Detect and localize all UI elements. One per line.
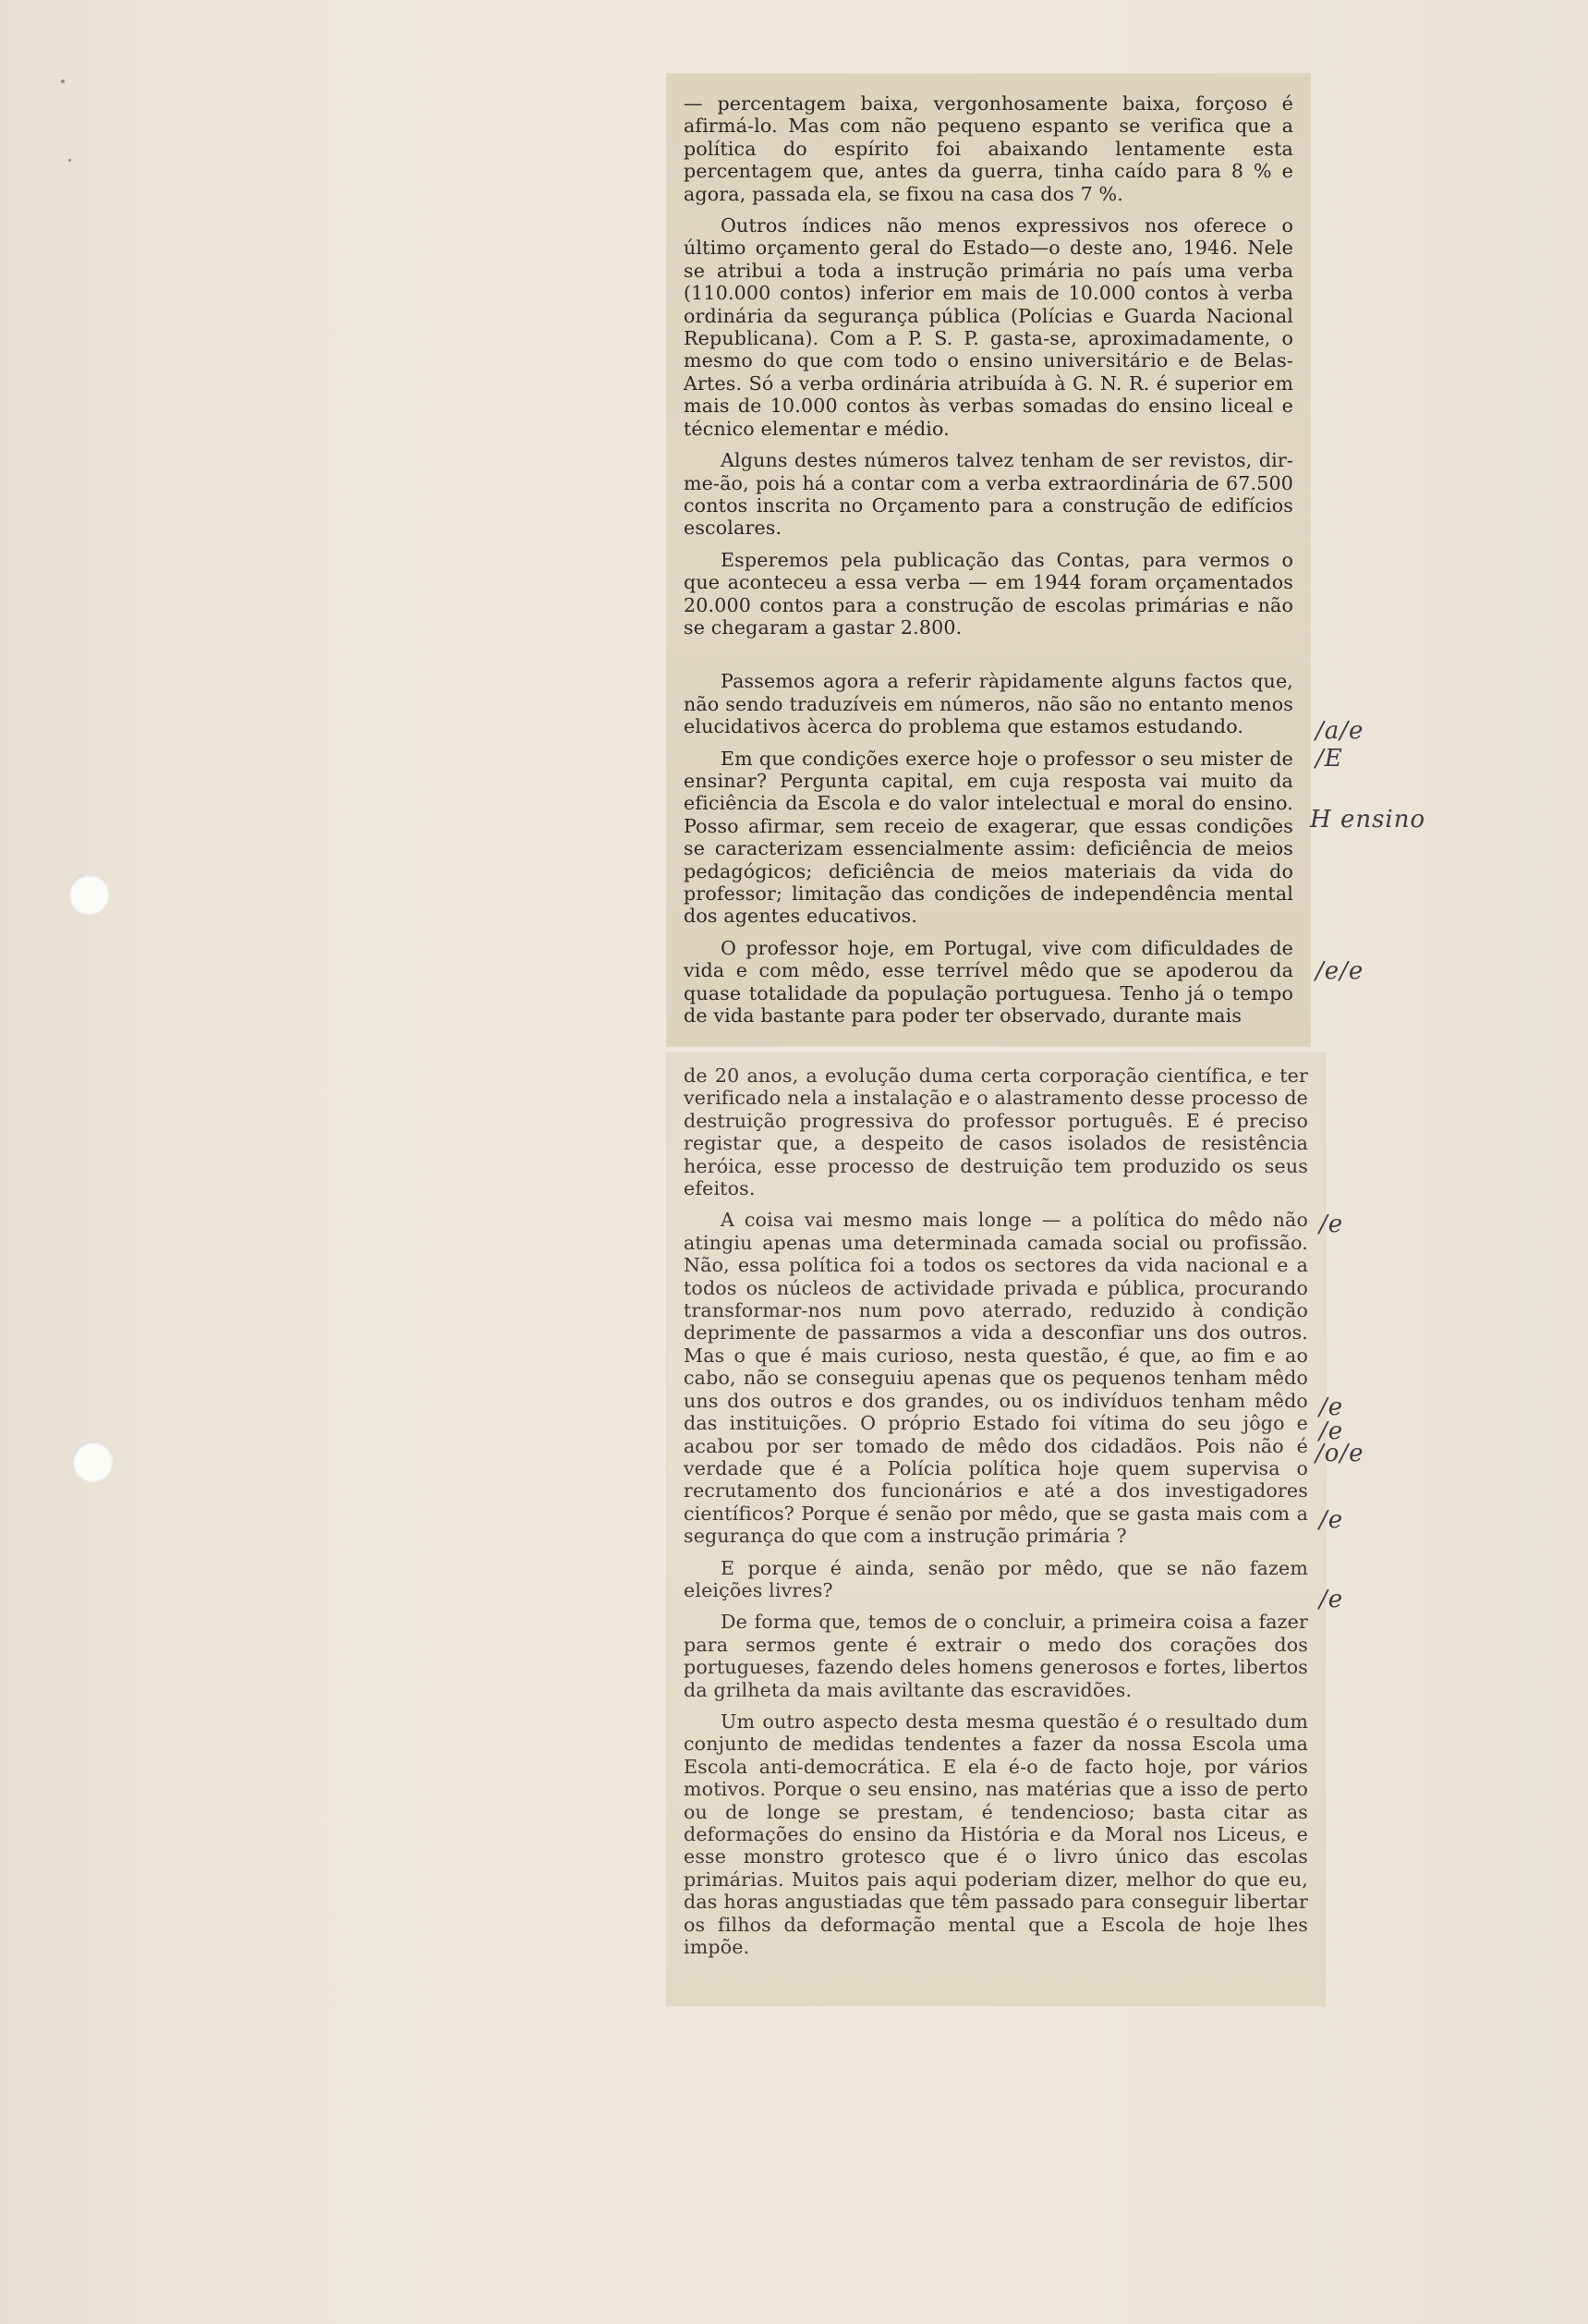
paragraph: — percentagem baixa, vergonhosamente baixa, forçoso é afirmá-lo. Mas com não pequeno espanto se verifica que a política do espírito foi abaixando lentamente esta percentagem que, antes da guerra, tinha caído para 8 % e agora, passada ela, se fixou na casa dos 7 %. [684,92,1293,205]
paragraph: A coisa vai mesmo mais longe — a política do mêdo não atingiu apenas uma determinada camada social ou profissão. Não, essa política foi a todos os sectores da vida nacional e a todos os núcleos de actividade privada e pública, procurando transformar-nos num povo aterrado, reduzido à condição deprimente de passarmos a vida a desconfiar uns dos outros. Mas o que é mais curioso, nesta questão, é que, ao fim e ao cabo, não se conseguiu apenas que os pequenos tenham mêdo uns dos outros e dos grandes, ou os indivíduos tenham mêdo das instituições. O próprio Estado foi vítima do seu jôgo e acabou por ser tomado de mêdo dos cidadãos. Pois não é verdade que é a Polícia política hoje quem supervisa o recrutamento dos funcionários e até a dos investigadores científicos? Porque é senão por mêdo, que se gasta mais com a segurança do que com a instrução primária ? [684,1209,1308,1548]
clipping-text-lower [684,1065,1308,1967]
paper-speck [68,159,71,162]
proofreading-mark: /e [1319,1418,1344,1445]
proofreading-mark: /E [1315,745,1343,773]
paragraph: Esperemos pela publicação das Contas, para vermos o que aconteceu a essa verba — em 1944 foram orçamentados 20.000 contos para a construção de escolas primárias e não se chegaram a gastar 2.800. [684,548,1293,639]
paragraph: Em que condições exerce hoje o professor o seu mister de ensinar? Pergunta capital, em cuja resposta vai muito da eficiência da Escola e do valor intelectual e moral do ensino. Posso afirmar, sem receio de exagerar, que essas condições se caracterizam essencialmente assim: deficiência de meios pedagógicos; deficiência de meios materiais da vida do professor; limitação das condições de independência mental dos agentes educativos. [684,747,1293,928]
paragraph: Passemos agora a referir ràpidamente alguns factos que, não sendo traduzíveis em números, não são no entanto menos elucidativos àcerca do problema que estamos estudando. [684,670,1293,738]
proofreading-mark: /e/e [1315,957,1364,985]
paragraph: Um outro aspecto desta mesma questão é o resultado dum conjunto de medidas tendentes a fazer da nossa Escola uma Escola anti-democrática. E ela é-o de facto hoje, por vários motivos. Porque o seu ensino, nas matérias que a isso de perto ou de longe se prestam, é tendencioso; basta citar as deformações do ensino da História e da Moral nos Liceus, e esse monstro grotesco que é o livro único das escolas primárias. Muitos pais aqui poderiam dizer, melhor do que eu, das horas angustiadas que têm passado para conseguir libertar os filhos da deformação mental que a Escola de hoje lhes impõe. [684,1710,1308,1959]
newspaper-clipping-lower [667,1053,1325,2005]
newspaper-clipping-upper [667,74,1310,1046]
proofreading-mark: /e [1319,1393,1344,1421]
clipping-text-upper [684,92,1293,1036]
proofreading-mark: /o/e [1315,1440,1364,1467]
proofreading-mark: /a/e [1315,717,1364,745]
proofreading-mark: /e [1319,1586,1344,1613]
paragraph: de 20 anos, a evolução duma certa corporação científica, e ter verificado nela a instalação e o alastramento desse processo de destruição progressiva do professor português. E é preciso registar que, a despeito de casos isolados de resistência heróica, esse processo de destruição tem produzido os seus efeitos. [684,1065,1308,1200]
proofreading-mark: /e [1319,1506,1344,1534]
punch-hole-lower [72,1442,113,1482]
paragraph: Alguns destes números talvez tenham de ser revistos, dir-me-ão, pois há a contar com a verba extraordinária de 67.500 contos inscrita no Orçamento para a construção de edifícios escolares. [684,449,1293,540]
section-divider [684,648,1293,670]
proofreading-mark: /e [1319,1211,1344,1238]
paragraph: Outros índices não menos expressivos nos oferece o último orçamento geral do Estado—o deste ano, 1946. Nele se atribui a toda a instrução primária no país uma verba (110.000 contos) inferior em mais de 10.000 contos à verba ordinária da segurança pública (Polícias e Guarda Nacional Republicana). Com a P. S. P. gasta-se, aproximadamente, o mesmo do que com todo o ensino universitário e de Belas-Artes. Só a verba ordinária atribuída à G. N. R. é superior em mais de 10.000 contos às verbas somadas do ensino liceal e técnico elementar e médio. [684,214,1293,440]
paragraph: De forma que, temos de o concluir, a primeira coisa a fazer para sermos gente é extrair o medo dos corações dos portugueses, fazendo deles homens generosos e fortes, libertos da grilheta da mais aviltante das escravidões. [684,1611,1308,1701]
punch-hole-upper [68,874,109,915]
proofreading-mark: H ensino [1310,806,1426,833]
paper-speck [61,79,65,83]
paragraph: E porque é ainda, senão por mêdo, que se não fazem eleições livres? [684,1556,1308,1601]
paragraph: O professor hoje, em Portugal, vive com dificuldades de vida e com mêdo, esse terrível mêdo que se apoderou da quase totalidade da população portuguesa. Tenho já o tempo de vida bastante para poder ter observado, durante mais [684,936,1293,1028]
